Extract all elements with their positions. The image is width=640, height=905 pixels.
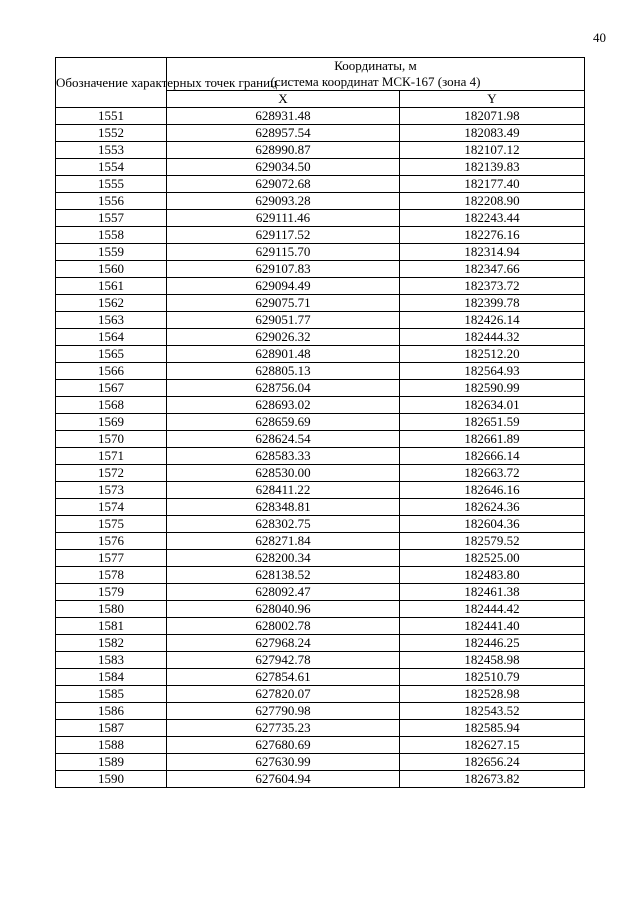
x-coordinate-cell: 628957.54 [167, 125, 400, 142]
y-coordinate-cell: 182627.15 [400, 737, 585, 754]
y-coordinate-cell: 182276.16 [400, 227, 585, 244]
point-id-cell: 1552 [56, 125, 167, 142]
point-id-cell: 1582 [56, 635, 167, 652]
point-id-cell: 1566 [56, 363, 167, 380]
y-coordinate-cell: 182426.14 [400, 312, 585, 329]
point-id-cell: 1588 [56, 737, 167, 754]
point-id-cell: 1568 [56, 397, 167, 414]
point-id-cell: 1586 [56, 703, 167, 720]
x-coordinate-cell: 628138.52 [167, 567, 400, 584]
x-coordinate-cell: 629026.32 [167, 329, 400, 346]
table-row [56, 244, 585, 261]
x-coordinate-cell: 627854.61 [167, 669, 400, 686]
point-id-cell: 1569 [56, 414, 167, 431]
table-row [56, 363, 585, 380]
y-coordinate-cell: 182512.20 [400, 346, 585, 363]
point-id-cell: 1579 [56, 584, 167, 601]
x-coordinate-cell: 629117.52 [167, 227, 400, 244]
x-coordinate-cell: 628805.13 [167, 363, 400, 380]
table-row [56, 125, 585, 142]
x-coordinate-cell: 628990.87 [167, 142, 400, 159]
point-id-cell: 1567 [56, 380, 167, 397]
x-coordinate-cell: 628530.00 [167, 465, 400, 482]
point-id-cell: 1578 [56, 567, 167, 584]
point-id-cell: 1563 [56, 312, 167, 329]
table-row [56, 754, 585, 771]
x-coordinate-cell: 629115.70 [167, 244, 400, 261]
point-designation-header: Обозначение характерных точек границ [56, 58, 167, 108]
point-id-cell: 1581 [56, 618, 167, 635]
table-row [56, 567, 585, 584]
table-row [56, 397, 585, 414]
table-row [56, 499, 585, 516]
x-coordinate-cell: 628002.78 [167, 618, 400, 635]
table-row [56, 703, 585, 720]
x-coordinate-cell: 629111.46 [167, 210, 400, 227]
x-coordinate-cell: 628040.96 [167, 601, 400, 618]
point-id-cell: 1589 [56, 754, 167, 771]
x-coordinate-cell: 627680.69 [167, 737, 400, 754]
table-body [56, 108, 585, 788]
point-id-cell: 1570 [56, 431, 167, 448]
y-coordinate-cell: 182666.14 [400, 448, 585, 465]
table-row [56, 482, 585, 499]
coordinate-system-label: (система координат МСК-167 (зона 4) [270, 74, 481, 89]
table-row [56, 686, 585, 703]
table-row [56, 533, 585, 550]
y-coordinate-cell: 182347.66 [400, 261, 585, 278]
x-coordinate-cell: 627820.07 [167, 686, 400, 703]
table-row [56, 431, 585, 448]
y-coordinate-cell: 182399.78 [400, 295, 585, 312]
x-coordinate-cell: 629094.49 [167, 278, 400, 295]
x-coordinate-cell: 628092.47 [167, 584, 400, 601]
x-coordinate-cell: 628411.22 [167, 482, 400, 499]
x-coordinate-cell: 629034.50 [167, 159, 400, 176]
y-coordinate-cell: 182444.42 [400, 601, 585, 618]
page-number: 40 [593, 30, 606, 45]
y-coordinate-cell: 182177.40 [400, 176, 585, 193]
table-row [56, 193, 585, 210]
y-coordinate-cell: 182208.90 [400, 193, 585, 210]
point-id-cell: 1556 [56, 193, 167, 210]
point-id-cell: 1574 [56, 499, 167, 516]
y-coordinate-cell: 182564.93 [400, 363, 585, 380]
point-id-cell: 1561 [56, 278, 167, 295]
point-id-cell: 1590 [56, 771, 167, 788]
x-coordinate-cell: 628931.48 [167, 108, 400, 125]
table-row [56, 737, 585, 754]
table-row [56, 465, 585, 482]
y-coordinate-cell: 182314.94 [400, 244, 585, 261]
point-id-cell: 1562 [56, 295, 167, 312]
y-coordinate-cell: 182646.16 [400, 482, 585, 499]
y-coordinate-cell: 182441.40 [400, 618, 585, 635]
table-row [56, 584, 585, 601]
table-row [56, 159, 585, 176]
table-row [56, 329, 585, 346]
x-coordinate-cell: 629051.77 [167, 312, 400, 329]
x-coordinate-cell: 627735.23 [167, 720, 400, 737]
y-coordinate-cell: 182604.36 [400, 516, 585, 533]
point-id-cell: 1584 [56, 669, 167, 686]
x-coordinate-cell: 628693.02 [167, 397, 400, 414]
y-coordinate-cell: 182661.89 [400, 431, 585, 448]
table-row [56, 669, 585, 686]
x-coordinate-cell: 628624.54 [167, 431, 400, 448]
y-coordinate-cell: 182483.80 [400, 567, 585, 584]
point-id-cell: 1558 [56, 227, 167, 244]
point-id-cell: 1551 [56, 108, 167, 125]
point-id-cell: 1564 [56, 329, 167, 346]
point-id-cell: 1577 [56, 550, 167, 567]
x-coordinate-cell: 627968.24 [167, 635, 400, 652]
y-coordinate-cell: 182461.38 [400, 584, 585, 601]
x-coordinate-cell: 627942.78 [167, 652, 400, 669]
x-coordinate-cell: 627790.98 [167, 703, 400, 720]
point-id-cell: 1571 [56, 448, 167, 465]
y-coordinate-cell: 182651.59 [400, 414, 585, 431]
table-row [56, 618, 585, 635]
table-row [56, 295, 585, 312]
y-coordinate-cell: 182243.44 [400, 210, 585, 227]
x-coordinate-cell: 628659.69 [167, 414, 400, 431]
x-coordinate-cell: 627630.99 [167, 754, 400, 771]
y-coordinate-cell: 182446.25 [400, 635, 585, 652]
table-row [56, 448, 585, 465]
point-id-cell: 1555 [56, 176, 167, 193]
y-coordinate-cell: 182373.72 [400, 278, 585, 295]
y-coordinate-cell: 182590.99 [400, 380, 585, 397]
x-coordinate-cell: 627604.94 [167, 771, 400, 788]
table-row [56, 210, 585, 227]
y-coordinate-cell: 182107.12 [400, 142, 585, 159]
table-row [56, 142, 585, 159]
x-coordinate-cell: 628756.04 [167, 380, 400, 397]
point-id-cell: 1572 [56, 465, 167, 482]
table-row [56, 720, 585, 737]
point-id-cell: 1580 [56, 601, 167, 618]
table-row [56, 346, 585, 363]
y-coordinate-cell: 182444.32 [400, 329, 585, 346]
point-id-cell: 1560 [56, 261, 167, 278]
point-id-cell: 1585 [56, 686, 167, 703]
y-coordinate-cell: 182139.83 [400, 159, 585, 176]
y-coordinate-cell: 182656.24 [400, 754, 585, 771]
y-coordinate-cell: 182525.00 [400, 550, 585, 567]
table-row [56, 108, 585, 125]
x-coordinate-cell: 628583.33 [167, 448, 400, 465]
table-row [56, 550, 585, 567]
y-coordinate-cell: 182634.01 [400, 397, 585, 414]
point-id-cell: 1583 [56, 652, 167, 669]
y-coordinate-cell: 182673.82 [400, 771, 585, 788]
y-coordinate-cell: 182083.49 [400, 125, 585, 142]
y-coordinate-cell: 182624.36 [400, 499, 585, 516]
table-row [56, 261, 585, 278]
y-coordinate-cell: 182579.52 [400, 533, 585, 550]
table-row [56, 414, 585, 431]
point-id-cell: 1576 [56, 533, 167, 550]
table-row [56, 601, 585, 618]
x-coordinate-cell: 628200.34 [167, 550, 400, 567]
point-id-cell: 1587 [56, 720, 167, 737]
y-coordinate-cell: 182528.98 [400, 686, 585, 703]
y-coordinate-cell: 182071.98 [400, 108, 585, 125]
x-coordinate-cell: 629075.71 [167, 295, 400, 312]
y-coordinate-cell: 182510.79 [400, 669, 585, 686]
table-row [56, 312, 585, 329]
table-row [56, 652, 585, 669]
x-column-header: X [167, 91, 400, 108]
table-row [56, 635, 585, 652]
x-coordinate-cell: 628302.75 [167, 516, 400, 533]
table-row [56, 771, 585, 788]
x-coordinate-cell: 629107.83 [167, 261, 400, 278]
x-coordinate-cell: 629093.28 [167, 193, 400, 210]
point-id-cell: 1554 [56, 159, 167, 176]
y-coordinate-cell: 182543.52 [400, 703, 585, 720]
point-id-cell: 1573 [56, 482, 167, 499]
x-coordinate-cell: 628901.48 [167, 346, 400, 363]
point-id-cell: 1557 [56, 210, 167, 227]
y-coordinate-cell: 182585.94 [400, 720, 585, 737]
point-id-cell: 1575 [56, 516, 167, 533]
x-coordinate-cell: 628348.81 [167, 499, 400, 516]
coordinates-title: Координаты, м [334, 58, 417, 73]
table-header [56, 58, 585, 108]
y-coordinate-cell: 182458.98 [400, 652, 585, 669]
table-row [56, 278, 585, 295]
x-coordinate-cell: 629072.68 [167, 176, 400, 193]
y-column-header: Y [400, 91, 585, 108]
table-row [56, 227, 585, 244]
point-id-cell: 1553 [56, 142, 167, 159]
table-row [56, 516, 585, 533]
table-row [56, 176, 585, 193]
point-id-cell: 1559 [56, 244, 167, 261]
y-coordinate-cell: 182663.72 [400, 465, 585, 482]
point-id-cell: 1565 [56, 346, 167, 363]
table-row [56, 380, 585, 397]
x-coordinate-cell: 628271.84 [167, 533, 400, 550]
coordinates-table [55, 57, 585, 788]
